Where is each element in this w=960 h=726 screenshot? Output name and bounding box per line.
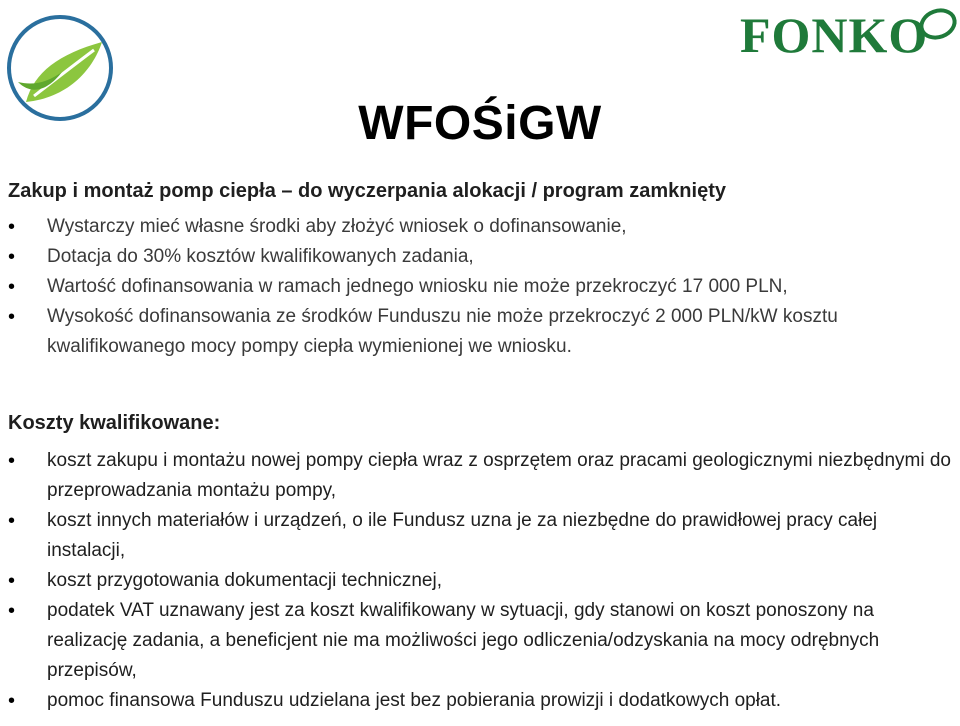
list-item: • koszt innych materiałów i urządzeń, o ile Fundusz uzna je za niezbędne do prawidłowej pracy całej instalacji, (0, 506, 955, 566)
program-conditions-list (0, 212, 955, 362)
qualified-costs-list (0, 446, 955, 716)
list-item: • Wystarczy mieć własne środki aby złożyć wniosek o dofinansowanie, (0, 212, 955, 242)
list-item: • pomoc finansowa Funduszu udzielana jest bez pobierania prowizji i dodatkowych opłat. (0, 686, 955, 716)
list-item: • Dotacja do 30% kosztów kwalifikowanych zadania, (0, 242, 955, 272)
list-item: • koszt zakupu i montażu nowej pompy ciepła wraz z osprzętem oraz pracami geologicznymi niezbędnymi do przeprowadzania montażu pompy, (0, 446, 955, 506)
list-item: • Wartość dofinansowania w ramach jednego wniosku nie może przekroczyć 17 000 PLN, (0, 272, 955, 302)
fonko-logo (738, 6, 960, 56)
page-title: WFOŚiGW (358, 97, 602, 150)
section-heading-costs: Koszty kwalifikowane: (8, 412, 221, 434)
list-item: • koszt przygotowania dokumentacji technicznej, (0, 566, 955, 596)
list-item: • Wysokość dofinansowania ze środków Funduszu nie może przekroczyć 2 000 PLN/kW kosztu kwalifikowanego mocy pompy ciepła wymienionej we wniosku. (0, 302, 955, 362)
list-item: • podatek VAT uznawany jest za koszt kwalifikowany w sytuacji, gdy stanowi on koszt ponoszony na realizację zadania, a beneficjent nie ma możliwości jego odliczenia/odzyskania na mocy odrębnych przepisów, (0, 596, 955, 686)
section-heading-program: Zakup i montaż pomp ciepła – do wyczerpania alokacji / program zamknięty (8, 180, 726, 202)
fonko-logo-text: FONKO (740, 7, 929, 56)
